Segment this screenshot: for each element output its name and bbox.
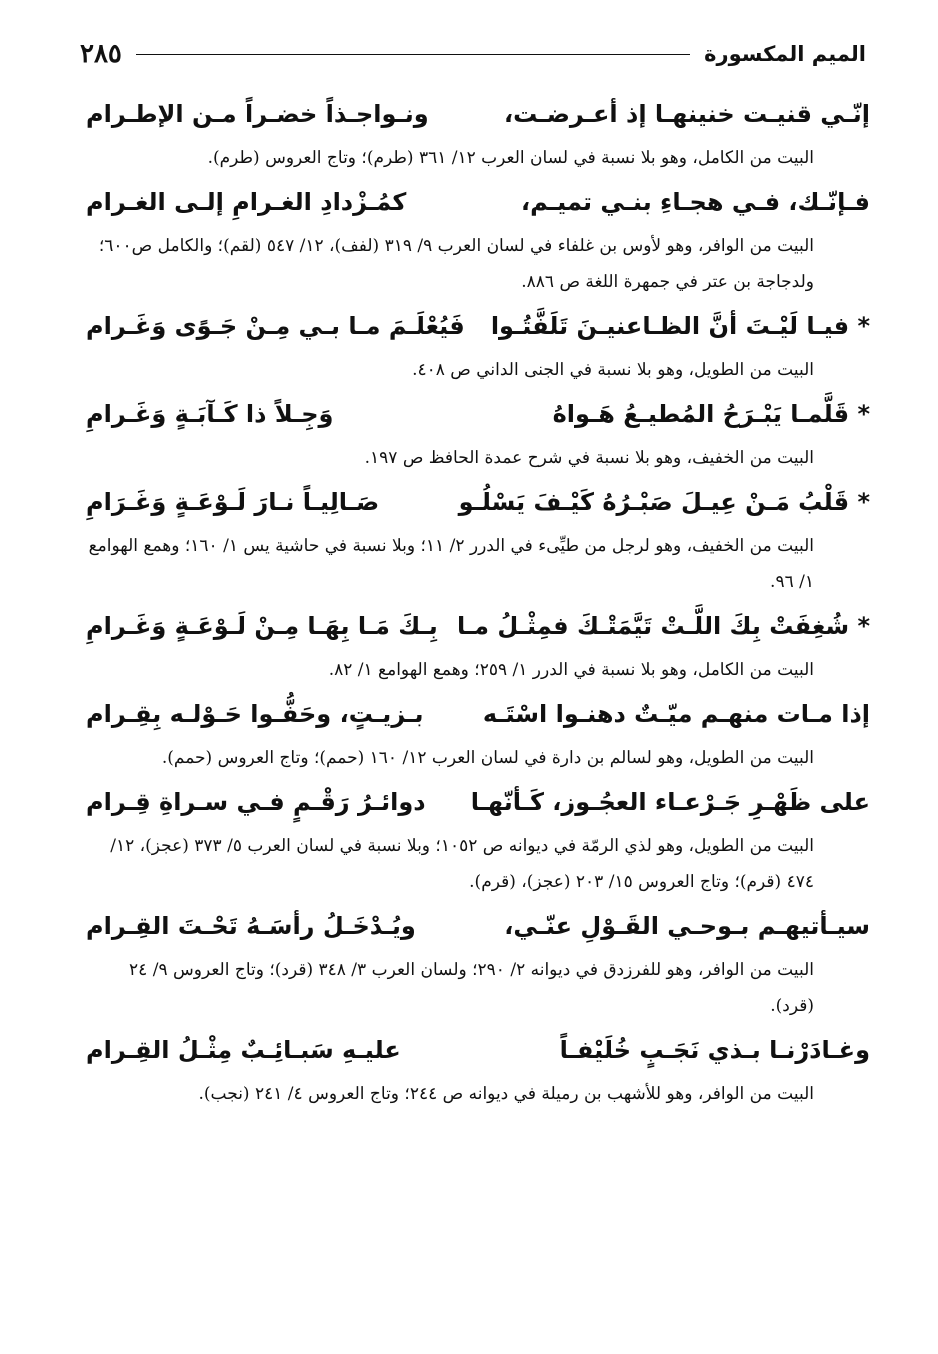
first-hemistich: فـإنّـك، فـي هجـاءِ بنـي تميـم،	[521, 188, 870, 216]
verse-entry	[86, 1024, 870, 1112]
verse-line	[86, 176, 870, 228]
verse-citation: البيت من الكامل، وهو بلا نسبة في الدرر ١/ ٢٥٩؛ وهمع الهوامع ١/ ٨٢.	[328, 660, 814, 680]
verse-line	[86, 776, 870, 828]
verse-citation: البيت من الطويل، وهو بلا نسبة في الجنى الداني ص ٤٠٨.	[412, 360, 814, 380]
verse-citation: البيت من الوافر، وهو لأوس بن غلفاء في لسان العرب ٩/ ٣١٩ (لفف)، ١٢/ ٥٤٧ (لقم)؛ والكامل ص٦٠٠؛ ولدجاجة بن عتر في جمهرة اللغة ص ٨٨٦.	[98, 236, 814, 292]
verse-entry	[86, 88, 870, 176]
first-hemistich: سيـأتيهـم بـوحـي القَـوْلِ عنّـي،	[504, 912, 870, 940]
second-hemistich: بِـكَ مَـا بِهَـا مِـنْ لَـوْعَـةٍ وَغَـرامِ	[86, 612, 438, 640]
verse-line	[86, 88, 870, 140]
verse-line	[86, 476, 870, 528]
verse-line	[86, 300, 870, 352]
second-hemistich: وَجِـلاً ذا كَـآبَـةٍ وَغَـرامِ	[86, 400, 334, 428]
verse-citation: البيت من الوافر، وهو للأشهب بن رميلة في ديوانه ص ٢٤٤؛ وتاج العروس ٤/ ٢٤١ (نجب).	[198, 1084, 814, 1104]
verse-line	[86, 388, 870, 440]
second-hemistich: بـزيـتٍ، وحَفُّـوا حَـوْلـه بِقِـرام	[86, 700, 424, 728]
second-hemistich: فَيُعْلَـمَ مـا بـي مِـنْ جَـوًى وَغَـرام	[86, 312, 465, 340]
page-number: ٢٨٥	[80, 39, 122, 69]
verse-entry	[86, 176, 870, 300]
verse-citation: البيت من الخفيف، وهو بلا نسبة في شرح عمدة الحافظ ص ١٩٧.	[364, 448, 814, 468]
first-hemistich: على ظَهْـرِ جَـرْعـاء العجُـوز، كَـأنّهـا	[470, 788, 870, 816]
second-hemistich: كمُـزْدادِ الغـرامِ إلـى الغـرام	[86, 188, 407, 216]
verse-entry	[86, 688, 870, 776]
verse-line	[86, 600, 870, 652]
first-hemistich: إنّـي قنيـت خنينهـا إذ أعـرضـت،	[503, 100, 870, 128]
verse-line	[86, 688, 870, 740]
header-rule	[136, 54, 690, 55]
verse-line	[86, 900, 870, 952]
verse-citation: البيت من الكامل، وهو بلا نسبة في لسان العرب ١٢/ ٣٦١ (طرم)؛ وتاج العروس (طرم).	[207, 148, 814, 168]
verse-entry	[86, 600, 870, 688]
first-hemistich: * قَلَّمـا يَبْـرَحُ المُطيـعُ هَـواهُ	[552, 400, 870, 428]
second-hemistich: ويُـدْخَـلُ رأسَـهُ تَحْـتَ القِـرام	[86, 912, 416, 940]
first-hemistich: إذا مـات منهـم ميّـتٌ دهنـوا اسْتَـه	[482, 700, 870, 728]
section-title: الميم المكسورة	[704, 42, 866, 66]
verse-citation: البيت من الطويل، وهو لذي الرمّة في ديوانه ص ١٠٥٢؛ وبلا نسبة في لسان العرب ٥/ ٣٧٣ (عجز)، ١٢/ ٤٧٤ (قرم)؛ وتاج العروس ١٥/ ٢٠٣ (عجز)، (قرم).	[110, 836, 814, 892]
verse-entry	[86, 300, 870, 388]
second-hemistich: ونـواجـذاً خضـراً مـن الإطـرام	[86, 100, 429, 128]
verse-citation: البيت من الخفيف، وهو لرجل من طيِّىء في الدرر ٢/ ١١؛ وبلا نسبة في حاشية يس ١/ ١٦٠؛ وهمع الهوامع ١/ ٩٦.	[88, 536, 814, 592]
verse-citation: البيت من الطويل، وهو لسالم بن دارة في لسان العرب ١٢/ ١٦٠ (حمم)؛ وتاج العروس (حمم).	[161, 748, 814, 768]
page-content	[86, 88, 870, 1112]
page-header	[80, 34, 866, 74]
first-hemistich: * قَلْبُ مَـنْ عِيـلَ صَبْـرُهُ كَيْـفَ يَسْلُـو	[458, 488, 870, 516]
verse-entry	[86, 388, 870, 476]
second-hemistich: صَـالِيـاً نـارَ لَـوْعَـةٍ وَغَـرَامِ	[86, 488, 380, 516]
first-hemistich: * فيـا لَيْـتَ أنَّ الظـاعنيـنَ تَلَفَّتُـوا	[490, 312, 870, 340]
first-hemistich: * شُغِفَتْ بِكَ اللَّـتْ تَيَّمَتْـكَ فمِثْـلُ مـا	[456, 612, 870, 640]
verse-entry	[86, 900, 870, 1024]
verse-line	[86, 1024, 870, 1076]
verse-entry	[86, 476, 870, 600]
verse-citation: البيت من الوافر، وهو للفرزدق في ديوانه ٢/ ٢٩٠؛ ولسان العرب ٣/ ٣٤٨ (قرد)؛ وتاج العروس ٩/ ٢٤ (قرد).	[129, 960, 814, 1016]
verse-entry	[86, 776, 870, 900]
second-hemistich: دوائـرُ رَقْـمٍ فـي سـراةِ قِـرام	[86, 788, 426, 816]
second-hemistich: عليـهِ سَبـائِـبٌ مِثْـلُ القِـرام	[86, 1036, 401, 1064]
first-hemistich: وغـادَرْنـا بـذي نَجَـبٍ خُلَيْفـاً	[559, 1036, 870, 1064]
